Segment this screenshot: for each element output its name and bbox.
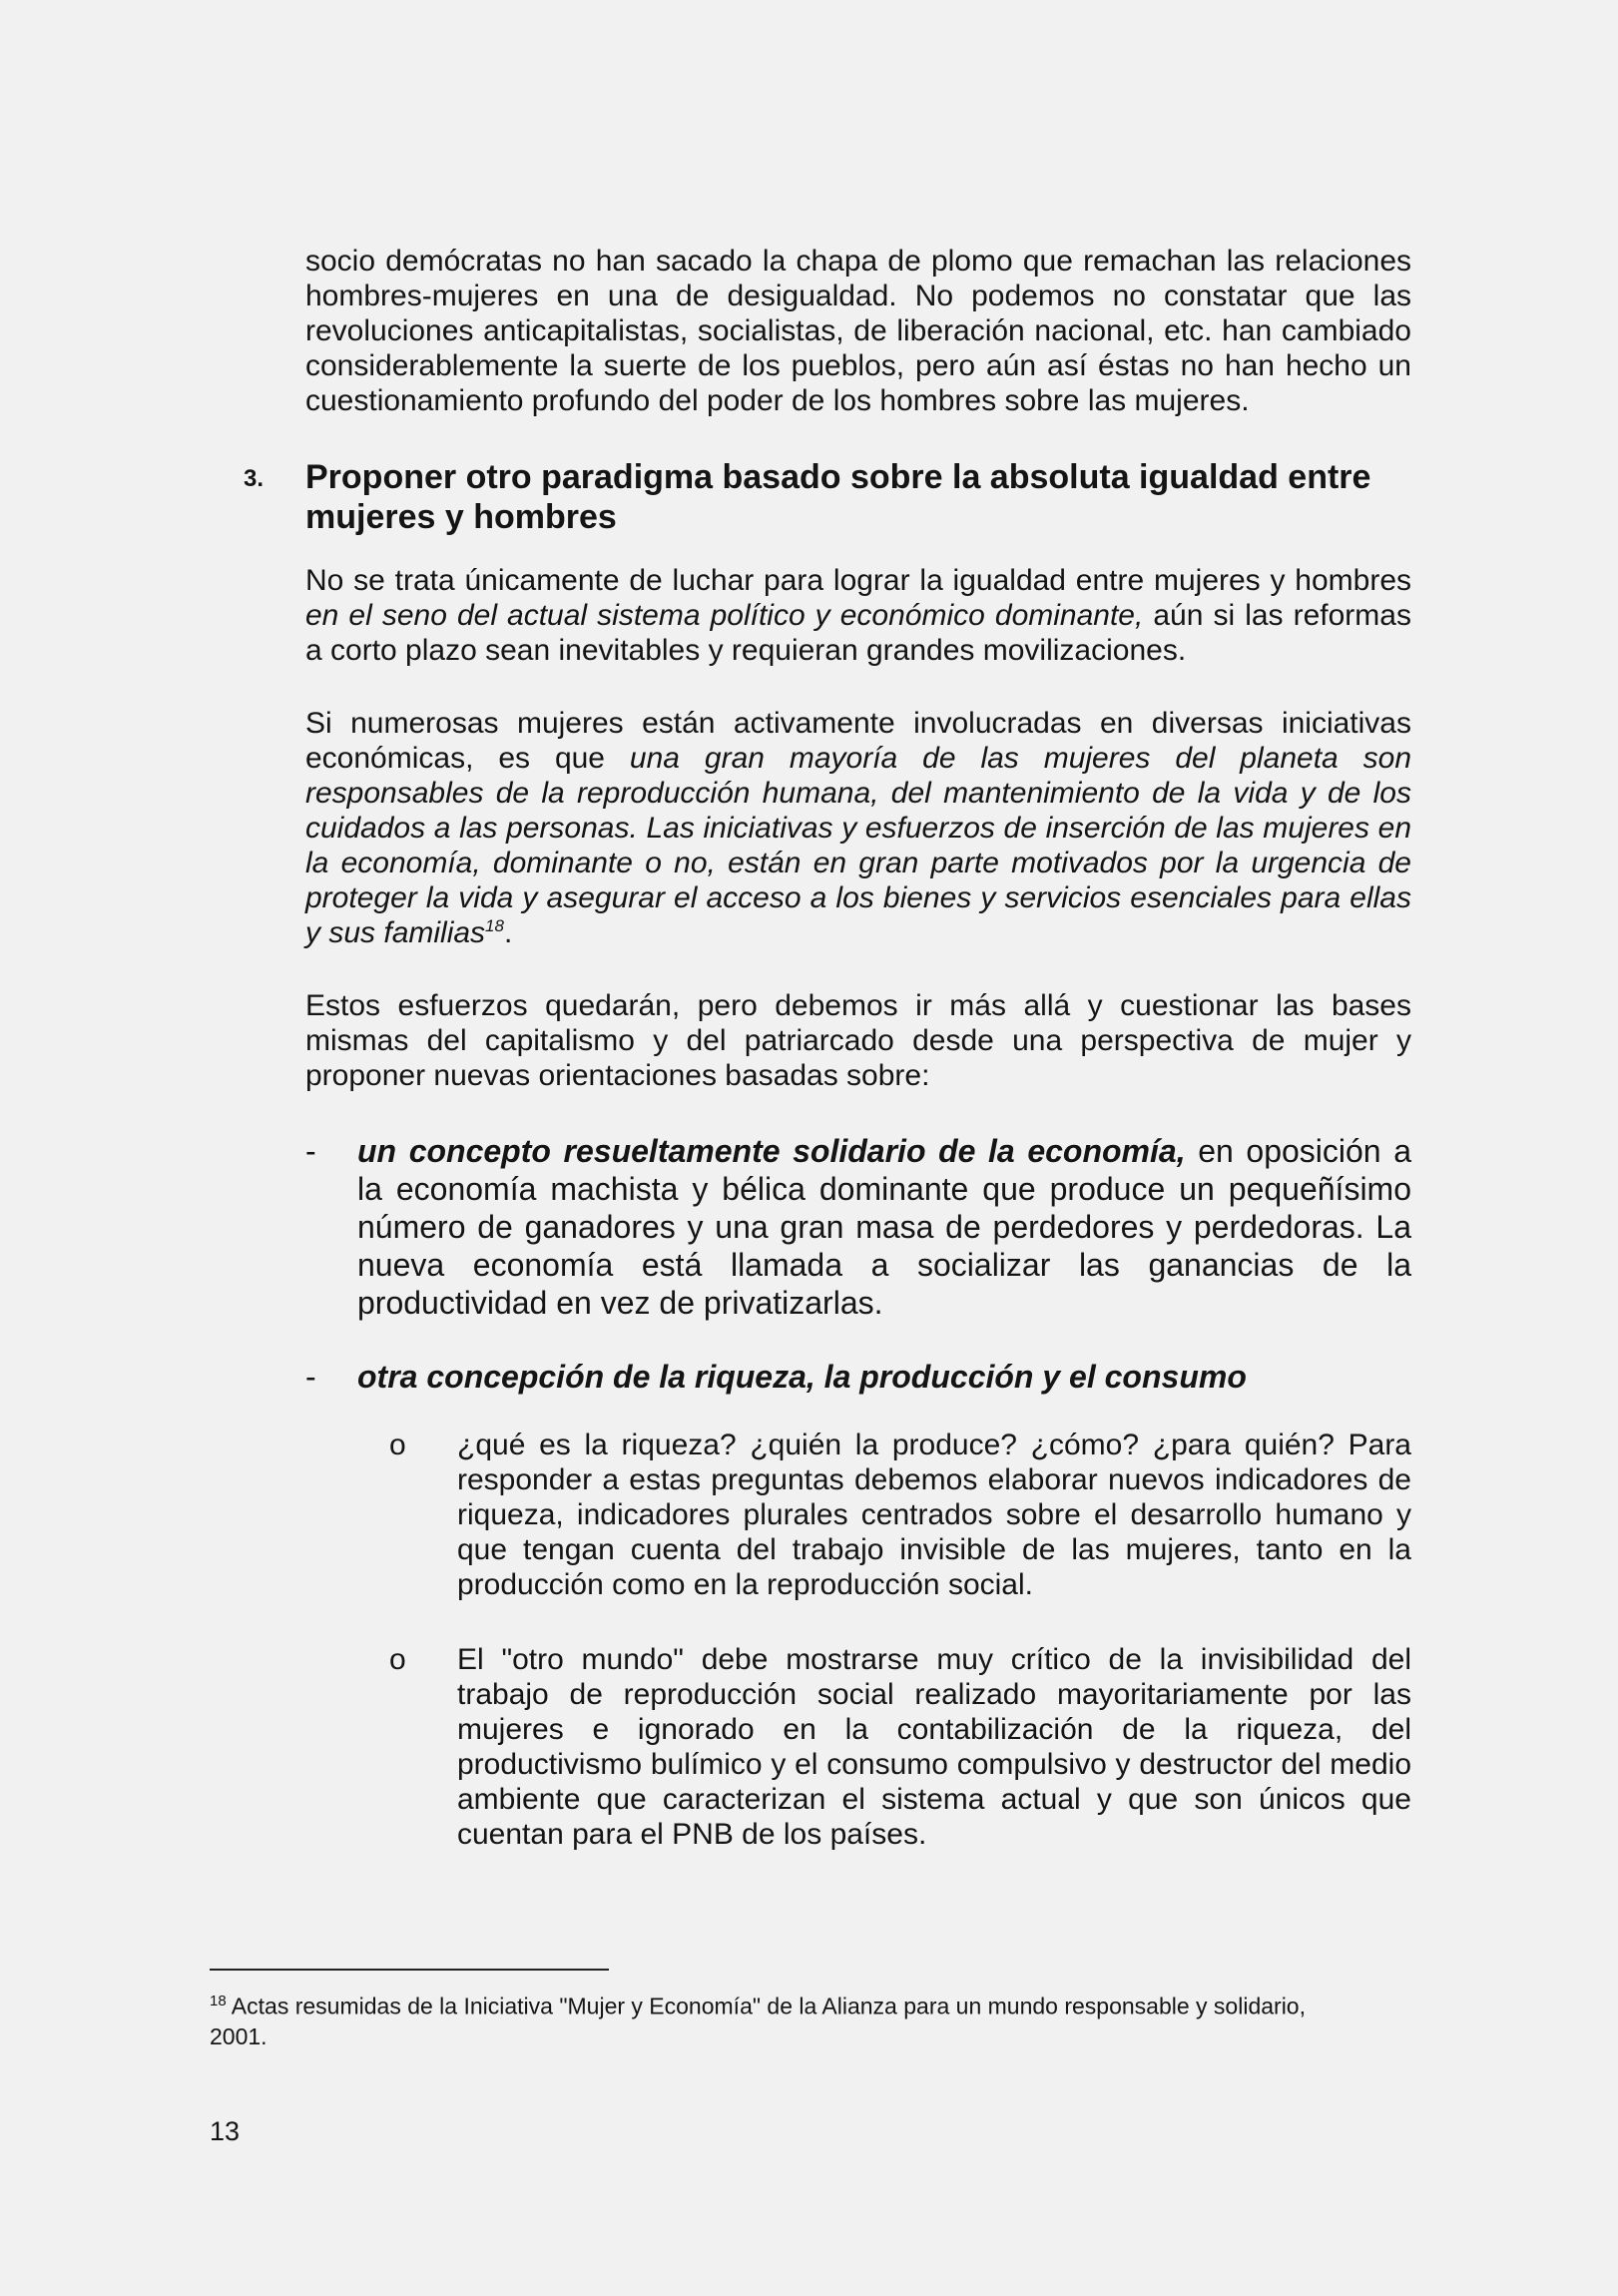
paragraph-2	[305, 706, 1411, 950]
bullet-item-2	[305, 1358, 1411, 1396]
bullet-1-rest: en oposición a la economía machista y bélica dominante que produce un pequeñísimo número de ganadores y una gran masa de perdedores y perdedoras. La nueva economía está llamada a socializar las ganancias de la productividad en vez de privatizarlas.	[357, 1133, 1412, 1321]
sub-item-1-text: ¿qué es la riqueza? ¿quién la produce? ¿cómo? ¿para quién? Para responder a estas preguntas debemos elaborar nuevos indicadores de riqueza, indicadores plurales centrados sobre el desarrollo humano y que tengan cuenta del trabajo invisible de las mujeres, tanto en la producción como en la reproducción social.	[457, 1429, 1411, 1601]
bullet-item-1	[305, 1132, 1411, 1322]
footnote-reference: 18	[485, 916, 504, 935]
paragraph-1-emphasis: en el seno del actual sistema político y económico dominante,	[305, 599, 1144, 632]
circle-marker: o	[389, 1429, 406, 1461]
paragraph-1-text-c: aún si las reformas a corto plazo sean inevitables y requieran grandes movilizaciones.	[305, 599, 1411, 667]
bullet-2-text: otra concepción de la riqueza, la producción y el consumo	[357, 1359, 1247, 1395]
sub-item-1	[389, 1428, 1411, 1602]
paragraph-1-text-a: No se trata únicamente de luchar para lograr la igualdad entre mujeres y hombres	[305, 564, 1411, 597]
bullet-1-text	[357, 1132, 1411, 1322]
section-title: Proponer otro paradigma basado sobre la absoluta igualdad entre mujeres y hombres	[305, 458, 1371, 536]
paragraph-2-text-a: Si numerosas mujeres están activamente involucradas en diversas iniciativas económicas, es que	[305, 707, 1411, 775]
paragraph-1	[305, 563, 1411, 668]
sub-item-2-text: El "otro mundo" debe mostrarse muy crítico de la invisibilidad del trabajo de reproducción social realizado mayoritariamente por las mujeres e ignorado en la contabilización de la riqueza, del productivismo bulímico y el consumo compulsivo y destructor del medio ambiente que caracterizan el sistema actual y que son únicos que cuentan para el PNB de los países.	[457, 1643, 1411, 1851]
section-heading	[244, 457, 1411, 537]
section-number: 3.	[244, 465, 265, 492]
footnote-number: 18	[210, 1993, 227, 2009]
page-number: 13	[210, 2116, 241, 2146]
dash-marker: -	[305, 1359, 316, 1395]
footnote	[210, 1987, 1367, 2051]
paragraph-2-emphasis-2: Las iniciativas y esfuerzos de inserción de las mujeres en la economía, dominante o no, están en gran parte motivados por la urgencia de proteger la vida y asegurar el acceso a los bienes y servicios esenciales para ellas y sus familias	[305, 812, 1412, 949]
paragraph-2-emphasis-1: una gran mayoría de las mujeres del planeta son responsables de la reproducción humana, del mantenimiento de la vida y de los cuidados a las personas.	[305, 742, 1412, 845]
dash-marker: -	[305, 1133, 316, 1169]
paragraph-2-end: .	[503, 916, 513, 949]
circle-marker: o	[389, 1643, 406, 1676]
sub-item-2	[389, 1642, 1411, 1852]
footnote-text: Actas resumidas de la Iniciativa "Mujer y Economía" de la Alianza para un mundo responsable y solidario, 2001.	[210, 1993, 1306, 2049]
intro-paragraph: socio demócratas no han sacado la chapa de plomo que remachan las relaciones hombres-mujeres en una de desigualdad. No podemos no constatar que las revoluciones anticapitalistas, socialistas, de liberación nacional, etc. han cambiado considerablemente la suerte de los pueblos, pero aún así éstas no han hecho un cuestionamiento profundo del poder de los hombres sobre las mujeres.	[305, 245, 1411, 417]
footnote-separator	[210, 1969, 609, 1971]
bullet-1-emphasis: un concepto resueltamente solidario de la economía,	[357, 1133, 1186, 1169]
paragraph-3: Estos esfuerzos quedarán, pero debemos ir más allá y cuestionar las bases mismas del capitalismo y del patriarcado desde una perspectiva de mujer y proponer nuevas orientaciones basadas sobre:	[305, 989, 1411, 1092]
